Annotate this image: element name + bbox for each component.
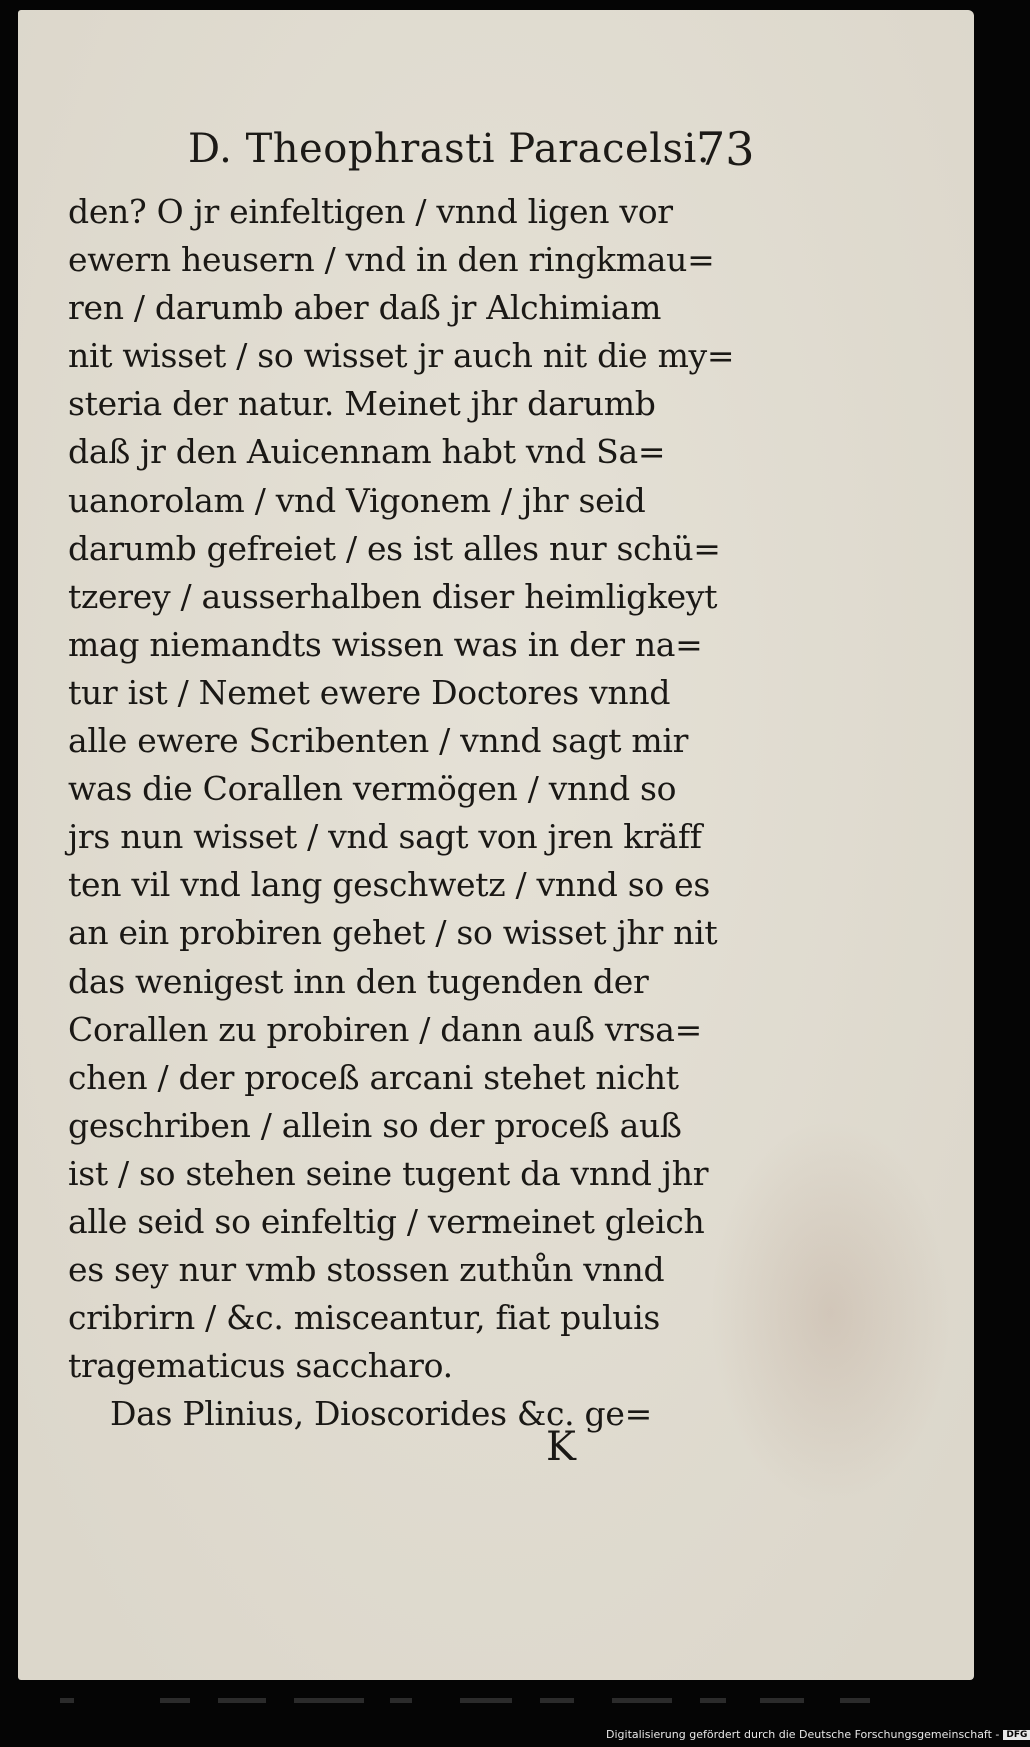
text-line: an ein probiren gehet / so wisset jhr nit xyxy=(68,913,718,953)
text-line: tragematicus saccharo. xyxy=(68,1346,453,1386)
text-line: ist / so stehen seine tugent da vnnd jhr xyxy=(68,1153,709,1193)
text-line: nit wisset / so wisset jr auch nit die my= xyxy=(68,336,735,376)
text-line: Das Plinius, Dioscorides &c. ge= xyxy=(110,1394,652,1434)
digitization-credit xyxy=(606,1728,1030,1741)
scan-edge-marks xyxy=(40,1698,970,1704)
text-line: ren / darumb aber daß jr Alchimiam xyxy=(68,288,662,328)
text-line: Corallen zu probiren / dann auß vrsa= xyxy=(68,1009,703,1049)
text-line: steria der natur. Meinet jhr darumb xyxy=(68,384,656,424)
text-line: alle ewere Scribenten / vnnd sagt mir xyxy=(68,721,689,761)
text-line: ewern heusern / vnd in den ringkmau= xyxy=(68,240,715,280)
text-line: daß jr den Auicennam habt vnd Sa= xyxy=(68,432,666,472)
text-line: tur ist / Nemet ewere Doctores vnnd xyxy=(68,672,671,712)
running-header: D. Theophrasti Paracelsi. xyxy=(188,126,711,172)
text-line: darumb gefreiet / es ist alles nur schü= xyxy=(68,528,721,568)
text-body xyxy=(68,188,758,1438)
text-line: mag niemandts wissen was in der na= xyxy=(68,624,703,664)
text-line: cribrirn / &c. misceantur, fiat puluis xyxy=(68,1298,661,1338)
book-page xyxy=(18,10,974,1680)
text-line: was die Corallen vermögen / vnnd so xyxy=(68,769,677,809)
text-line: das wenigest inn den tugenden der xyxy=(68,961,649,1001)
signature-mark: K xyxy=(546,1424,576,1470)
credit-text: Digitalisierung gefördert durch die Deutsche Forschungsgemeinschaft - xyxy=(606,1728,1000,1741)
text-line: tzerey / ausserhalben diser heimligkeyt xyxy=(68,576,718,616)
text-line: chen / der proceß arcani stehet nicht xyxy=(68,1057,679,1097)
page-number: 73 xyxy=(696,122,755,176)
text-line: alle seid so einfeltig / vermeinet gleich xyxy=(68,1201,705,1241)
text-line: uanorolam / vnd Vigonem / jhr seid xyxy=(68,480,646,520)
text-line: jrs nun wisset / vnd sagt von jren kräff xyxy=(68,817,702,857)
text-line: ten vil vnd lang geschwetz / vnnd so es xyxy=(68,865,711,905)
dfg-logo: DFG xyxy=(1003,1730,1030,1740)
text-line: es sey nur vmb stossen zuthůn vnnd xyxy=(68,1250,665,1290)
text-line: den? O jr einfeltigen / vnnd ligen vor xyxy=(68,192,673,231)
text-line: geschriben / allein so der proceß auß xyxy=(68,1105,682,1145)
